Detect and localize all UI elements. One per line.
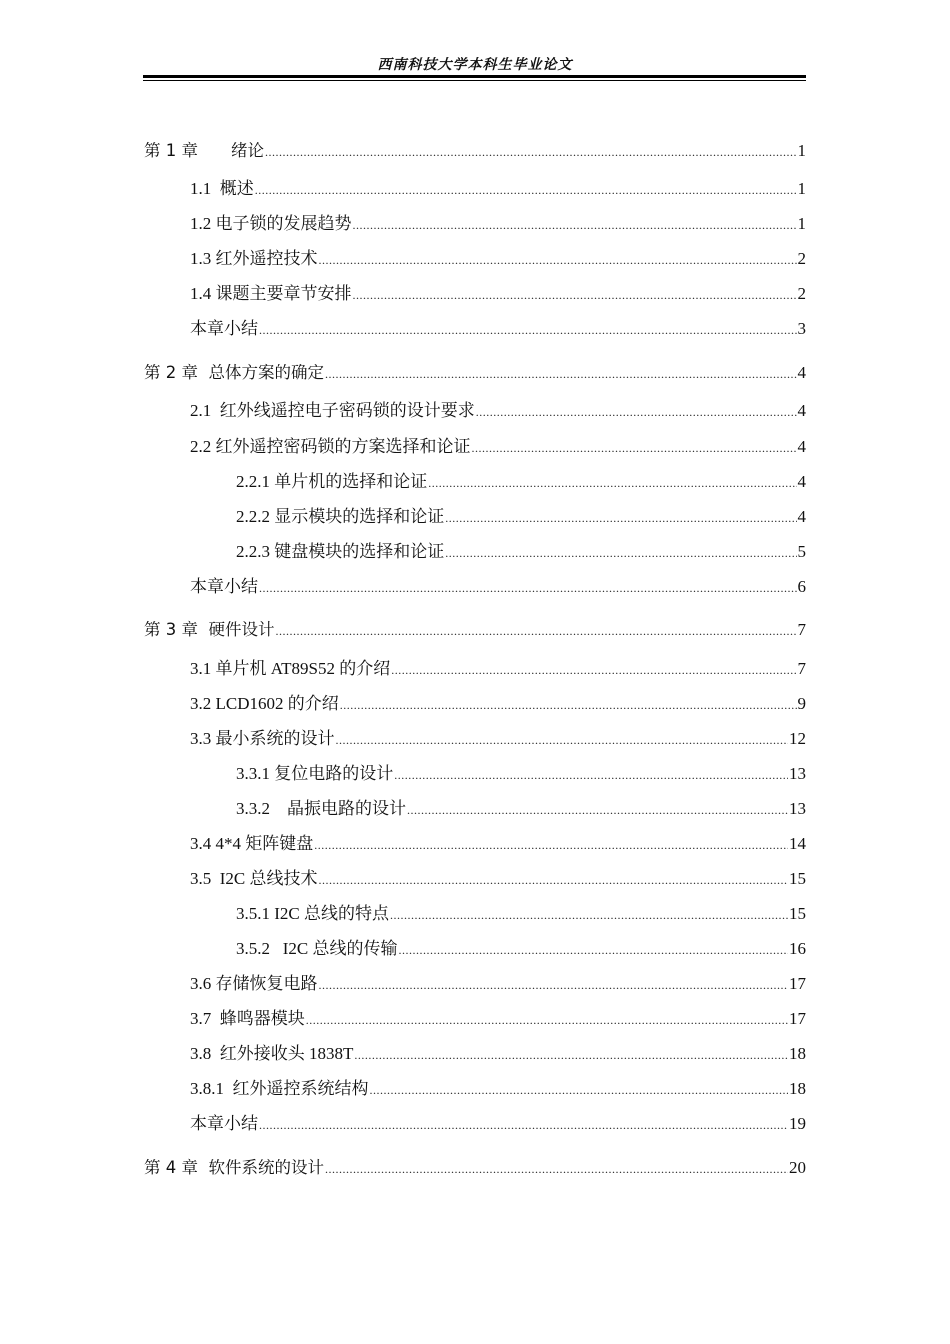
toc-section-entry[interactable] <box>190 175 806 199</box>
toc-dot-leader <box>259 324 797 336</box>
toc-entry-label: 3.3 最小系统的设计 <box>190 729 335 748</box>
toc-section-entry[interactable] <box>190 210 806 234</box>
toc-entry-label: 2.2.1 单片机的选择和论证 <box>236 472 428 491</box>
toc-entry-label: 1.2 电子锁的发展趋势 <box>190 214 352 233</box>
toc-dot-leader <box>428 477 796 489</box>
toc-dot-leader <box>336 734 789 746</box>
toc-dot-leader <box>390 909 788 921</box>
toc-entry-label: 3.1 单片机 AT89S52 的介绍 <box>190 659 391 678</box>
toc-dot-leader <box>370 1084 789 1096</box>
toc-entry-label: 2.2.3 键盘模块的选择和论证 <box>236 542 445 561</box>
toc-section-entry[interactable] <box>236 900 806 924</box>
toc-page-number: 18 <box>789 1044 806 1063</box>
toc-entry-label: 第 1 章 绪论 <box>144 141 264 160</box>
toc-entry-label: 3.8.1 红外遥控系统结构 <box>190 1079 369 1098</box>
toc-entry-label: 本章小结 <box>190 577 258 596</box>
toc-section-entry[interactable] <box>190 1040 806 1064</box>
toc-page-number: 17 <box>789 974 806 993</box>
toc-dot-leader <box>476 406 797 418</box>
toc-section-entry[interactable] <box>190 1005 806 1029</box>
toc-section-entry[interactable] <box>190 690 806 714</box>
toc-entry-label: 3.7 蜂鸣器模块 <box>190 1009 305 1028</box>
toc-page-number: 1 <box>797 179 806 198</box>
toc-page-number: 2 <box>797 249 806 268</box>
toc-page-number: 4 <box>797 507 806 526</box>
toc-page-number: 4 <box>797 401 806 420</box>
toc-section-entry[interactable] <box>236 935 806 959</box>
toc-dot-leader <box>319 254 797 266</box>
toc-entry-label: 1.4 课题主要章节安排 <box>190 284 352 303</box>
toc-page-number: 3 <box>797 319 806 338</box>
toc-entry-label: 第 2 章 总体方案的确定 <box>144 363 324 382</box>
toc-entry-label: 3.2 LCD1602 的介绍 <box>190 694 339 713</box>
toc-section-entry[interactable] <box>236 538 806 562</box>
toc-page-number: 19 <box>789 1114 806 1133</box>
toc-dot-leader <box>306 1014 788 1026</box>
toc-dot-leader <box>319 979 789 991</box>
toc-page-number: 17 <box>789 1009 806 1028</box>
toc-section-entry[interactable] <box>190 397 806 421</box>
toc-section-entry[interactable] <box>236 503 806 527</box>
toc-page-number: 13 <box>789 764 806 783</box>
toc-dot-leader <box>319 874 789 886</box>
toc-dot-leader <box>407 804 788 816</box>
toc-entry-label: 2.2.2 显示模块的选择和论证 <box>236 507 445 526</box>
toc-dot-leader <box>399 944 789 956</box>
toc-page-number: 7 <box>797 659 806 678</box>
toc-section-entry[interactable] <box>190 865 806 889</box>
toc-section-entry[interactable] <box>190 830 806 854</box>
toc-entry-label: 3.5.2 I2C 总线的传输 <box>236 939 398 958</box>
toc-entry-label: 3.3.2 晶振电路的设计 <box>236 799 406 818</box>
toc-chapter-entry[interactable] <box>144 137 806 161</box>
toc-page-number: 15 <box>789 904 806 923</box>
toc-page-number: 9 <box>797 694 806 713</box>
toc-entry-label: 3.3.1 复位电路的设计 <box>236 764 394 783</box>
toc-dot-leader <box>265 146 797 158</box>
toc-page-number: 1 <box>797 141 806 160</box>
toc-entry-label: 3.6 存储恢复电路 <box>190 974 318 993</box>
toc-entry-label: 第 3 章 硬件设计 <box>144 620 275 639</box>
toc-page-number: 18 <box>789 1079 806 1098</box>
page-header: 西南科技大学本科生毕业论文 <box>377 57 573 73</box>
toc-entry-label: 3.8 红外接收头 1838T <box>190 1044 354 1063</box>
toc-entry-label: 3.4 4*4 矩阵键盘 <box>190 834 314 853</box>
toc-dot-leader <box>472 442 797 454</box>
toc-section-entry[interactable] <box>236 795 806 819</box>
toc-dot-leader <box>353 289 797 301</box>
toc-page-number: 7 <box>797 620 806 639</box>
toc-chapter-entry[interactable] <box>144 359 806 383</box>
toc-page-number: 6 <box>797 577 806 596</box>
toc-page-number: 20 <box>789 1158 806 1177</box>
toc-page-number: 1 <box>797 214 806 233</box>
toc-dot-leader <box>340 699 797 711</box>
toc-entry-label: 3.5.1 I2C 总线的特点 <box>236 904 389 923</box>
toc-entry-label: 3.5 I2C 总线技术 <box>190 869 318 888</box>
toc-page-number: 15 <box>789 869 806 888</box>
toc-entry-label: 第 4 章 软件系统的设计 <box>144 1158 324 1177</box>
toc-dot-leader <box>325 1163 788 1175</box>
toc-dot-leader <box>445 547 796 559</box>
toc-section-entry[interactable] <box>190 433 806 457</box>
toc-dot-leader <box>255 184 797 196</box>
toc-dot-leader <box>325 368 797 380</box>
toc-section-entry[interactable] <box>236 468 806 492</box>
toc-section-entry[interactable] <box>190 725 806 749</box>
toc-section-entry[interactable] <box>190 1075 806 1099</box>
toc-page-number: 4 <box>797 472 806 491</box>
toc-page-number: 16 <box>789 939 806 958</box>
toc-section-entry[interactable] <box>190 315 806 339</box>
toc-entry-label: 1.1 概述 <box>190 179 254 198</box>
toc-section-entry[interactable] <box>190 573 806 597</box>
toc-dot-leader <box>445 512 796 524</box>
toc-page-number: 5 <box>797 542 806 561</box>
toc-dot-leader <box>314 839 788 851</box>
toc-entry-label: 本章小结 <box>190 1114 258 1133</box>
toc-dot-leader <box>259 1119 788 1131</box>
toc-section-entry[interactable] <box>236 760 806 784</box>
toc-dot-leader <box>354 1049 788 1061</box>
toc-page-number: 2 <box>797 284 806 303</box>
toc-dot-leader <box>391 664 796 676</box>
toc-entry-label: 2.2 红外遥控密码锁的方案选择和论证 <box>190 437 471 456</box>
toc-page-number: 14 <box>789 834 806 853</box>
toc-dot-leader <box>275 625 796 637</box>
toc-page-number: 4 <box>797 437 806 456</box>
toc-page-number: 13 <box>789 799 806 818</box>
toc-section-entry[interactable] <box>190 280 806 304</box>
toc-dot-leader <box>353 219 797 231</box>
toc-entry-label: 2.1 红外线遥控电子密码锁的设计要求 <box>190 401 475 420</box>
toc-entry-label: 本章小结 <box>190 319 258 338</box>
toc-section-entry[interactable] <box>190 1110 806 1134</box>
toc-chapter-entry[interactable] <box>144 616 806 640</box>
toc-entry-label: 1.3 红外遥控技术 <box>190 249 318 268</box>
toc-dot-leader <box>259 582 797 594</box>
toc-section-entry[interactable] <box>190 245 806 269</box>
toc-dot-leader <box>394 769 788 781</box>
toc-page-number: 4 <box>797 363 806 382</box>
toc-section-entry[interactable] <box>190 655 806 679</box>
toc-page-number: 12 <box>789 729 806 748</box>
toc-chapter-entry[interactable] <box>144 1154 806 1178</box>
toc-section-entry[interactable] <box>190 970 806 994</box>
